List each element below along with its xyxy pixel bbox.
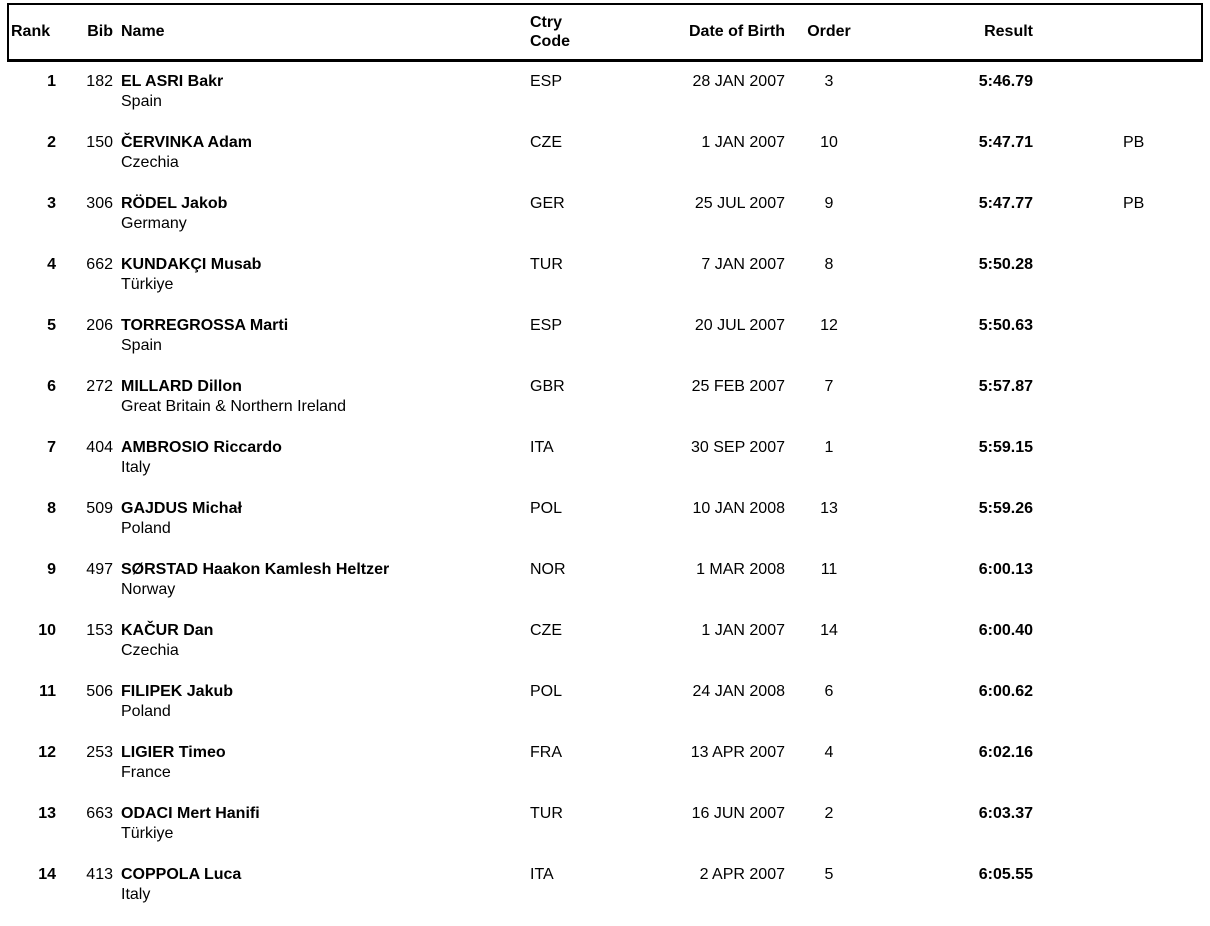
name-cell	[113, 499, 530, 539]
name-cell	[113, 72, 530, 112]
ctry-code-cell: GER	[530, 195, 565, 212]
dob-cell: 30 SEP 2007	[690, 439, 785, 456]
order-cell: 13	[820, 500, 838, 517]
ctry-code-cell: TUR	[530, 256, 563, 273]
order-cell: 10	[820, 134, 838, 151]
bib-cell: 413	[86, 866, 113, 883]
dob-cell: 28 JAN 2007	[692, 73, 785, 90]
athlete-name: SØRSTAD Haakon Kamlesh Heltzer	[121, 561, 390, 578]
bib-cell: 153	[86, 622, 113, 639]
table-header	[7, 3, 1203, 62]
bib-cell: 509	[86, 500, 113, 517]
country-name: Türkiye	[121, 825, 174, 842]
order-cell: 11	[820, 561, 838, 578]
country-name: Poland	[121, 703, 171, 720]
order-cell: 6	[824, 683, 834, 700]
country-name: Italy	[121, 886, 151, 903]
name-cell	[113, 438, 530, 478]
result-cell: 5:46.79	[978, 73, 1033, 90]
col-header-order: Order	[807, 23, 851, 40]
name-cell	[113, 316, 530, 356]
order-cell: 8	[824, 256, 834, 273]
table-row	[9, 377, 1210, 438]
athlete-name: KAČUR Dan	[121, 622, 214, 639]
athlete-name: AMBROSIO Riccardo	[121, 439, 282, 456]
athlete-name: MILLARD Dillon	[121, 378, 242, 395]
ctry-code-cell: ESP	[530, 317, 563, 334]
dob-cell: 13 APR 2007	[690, 744, 785, 761]
result-cell: 5:59.15	[978, 439, 1033, 456]
bib-cell: 663	[86, 805, 113, 822]
table-row	[9, 865, 1210, 926]
rank-cell: 7	[47, 439, 56, 456]
col-header-ctry-line1: Ctry	[530, 14, 563, 31]
bib-cell: 253	[86, 744, 113, 761]
result-cell: 5:47.77	[978, 195, 1033, 212]
country-name: Spain	[121, 337, 162, 354]
col-header-bib: Bib	[87, 23, 113, 40]
ctry-code-cell: ITA	[530, 439, 554, 456]
athlete-name: ČERVINKA Adam	[121, 134, 252, 151]
bib-cell: 182	[86, 73, 113, 90]
table-row	[9, 316, 1210, 377]
pb-cell: PB	[1123, 195, 1145, 212]
bib-cell: 497	[86, 561, 113, 578]
result-cell: 5:50.63	[978, 317, 1033, 334]
rank-cell: 3	[47, 195, 56, 212]
athlete-name: TORREGROSSA Marti	[121, 317, 289, 334]
name-cell	[113, 743, 530, 783]
athlete-name: FILIPEK Jakub	[121, 683, 234, 700]
result-cell: 5:59.26	[978, 500, 1033, 517]
result-cell: 6:03.37	[978, 805, 1033, 822]
name-cell	[113, 255, 530, 295]
ctry-code-cell: TUR	[530, 805, 563, 822]
country-name: Germany	[121, 215, 187, 232]
ctry-code-cell: POL	[530, 683, 563, 700]
rank-cell: 8	[47, 500, 56, 517]
table-row	[9, 133, 1210, 194]
table-row	[9, 621, 1210, 682]
country-name: Great Britain & Northern Ireland	[121, 398, 346, 415]
bib-cell: 506	[86, 683, 113, 700]
rank-cell: 12	[38, 744, 56, 761]
rank-cell: 9	[47, 561, 56, 578]
rank-cell: 5	[47, 317, 56, 334]
bib-cell: 404	[86, 439, 113, 456]
col-header-name: Name	[121, 23, 165, 40]
table-row	[9, 194, 1210, 255]
results-rows	[9, 72, 1210, 926]
name-cell	[113, 682, 530, 722]
order-cell: 2	[824, 805, 834, 822]
bib-cell: 206	[86, 317, 113, 334]
rank-cell: 2	[47, 134, 56, 151]
col-header-result: Result	[984, 23, 1033, 40]
result-cell: 6:00.40	[978, 622, 1033, 639]
table-row	[9, 682, 1210, 743]
dob-cell: 1 JAN 2007	[701, 134, 785, 151]
athlete-name: EL ASRI Bakr	[121, 73, 224, 90]
country-name: Czechia	[121, 154, 179, 171]
bib-cell: 662	[86, 256, 113, 273]
dob-cell: 2 APR 2007	[699, 866, 785, 883]
order-cell: 4	[824, 744, 834, 761]
order-cell: 1	[824, 439, 834, 456]
rank-cell: 6	[47, 378, 56, 395]
bib-cell: 272	[86, 378, 113, 395]
country-name: Czechia	[121, 642, 179, 659]
athlete-name: ODACI Mert Hanifi	[121, 805, 260, 822]
ctry-code-cell: CZE	[530, 622, 562, 639]
dob-cell: 24 JAN 2008	[692, 683, 785, 700]
rank-cell: 4	[47, 256, 56, 273]
country-name: Spain	[121, 93, 162, 110]
country-name: Poland	[121, 520, 171, 537]
table-row	[9, 560, 1210, 621]
table-row	[9, 804, 1210, 865]
rank-cell: 10	[38, 622, 56, 639]
table-row	[9, 438, 1210, 499]
result-cell: 6:05.55	[978, 866, 1033, 883]
name-cell	[113, 560, 530, 600]
athlete-name: LIGIER Timeo	[121, 744, 226, 761]
result-cell: 5:50.28	[978, 256, 1033, 273]
dob-cell: 25 FEB 2007	[691, 378, 785, 395]
col-header-ctry-code	[530, 13, 645, 51]
ctry-code-cell: FRA	[530, 744, 562, 761]
country-name: Norway	[121, 581, 176, 598]
table-row	[9, 743, 1210, 804]
name-cell	[113, 865, 530, 905]
athlete-name: RÖDEL Jakob	[121, 195, 228, 212]
name-cell	[113, 133, 530, 173]
bib-cell: 150	[86, 134, 113, 151]
rank-cell: 1	[47, 73, 56, 90]
ctry-code-cell: NOR	[530, 561, 566, 578]
order-cell: 12	[820, 317, 838, 334]
dob-cell: 1 MAR 2008	[696, 561, 785, 578]
result-cell: 6:00.62	[978, 683, 1033, 700]
table-row	[9, 72, 1210, 133]
order-cell: 7	[824, 378, 834, 395]
result-cell: 5:57.87	[978, 378, 1033, 395]
col-header-rank: Rank	[11, 23, 51, 40]
name-cell	[113, 804, 530, 844]
ctry-code-cell: ITA	[530, 866, 554, 883]
ctry-code-cell: CZE	[530, 134, 562, 151]
rank-cell: 11	[39, 683, 56, 700]
country-name: France	[121, 764, 171, 781]
result-cell: 6:00.13	[978, 561, 1033, 578]
result-cell: 5:47.71	[978, 134, 1033, 151]
dob-cell: 10 JAN 2008	[692, 500, 785, 517]
col-header-date-of-birth: Date of Birth	[689, 23, 785, 40]
name-cell	[113, 621, 530, 661]
rank-cell: 14	[38, 866, 56, 883]
dob-cell: 16 JUN 2007	[691, 805, 785, 822]
order-cell: 14	[820, 622, 838, 639]
ctry-code-cell: POL	[530, 500, 563, 517]
athlete-name: GAJDUS Michał	[121, 500, 242, 517]
dob-cell: 25 JUL 2007	[694, 195, 785, 212]
ctry-code-cell: GBR	[530, 378, 565, 395]
table-row	[9, 499, 1210, 560]
name-cell	[113, 377, 530, 417]
dob-cell: 20 JUL 2007	[694, 317, 785, 334]
athlete-name: COPPOLA Luca	[121, 866, 242, 883]
country-name: Türkiye	[121, 276, 174, 293]
dob-cell: 7 JAN 2007	[701, 256, 785, 273]
table-row	[9, 255, 1210, 316]
bib-cell: 306	[86, 195, 113, 212]
order-cell: 3	[824, 73, 834, 90]
athlete-name: KUNDAKÇI Musab	[121, 256, 262, 273]
dob-cell: 1 JAN 2007	[701, 622, 785, 639]
pb-cell: PB	[1123, 134, 1145, 151]
rank-cell: 13	[38, 805, 56, 822]
country-name: Italy	[121, 459, 151, 476]
ctry-code-cell: ESP	[530, 73, 563, 90]
result-cell: 6:02.16	[978, 744, 1033, 761]
order-cell: 5	[824, 866, 834, 883]
col-header-ctry-line2: Code	[530, 33, 570, 50]
name-cell	[113, 194, 530, 234]
order-cell: 9	[824, 195, 834, 212]
